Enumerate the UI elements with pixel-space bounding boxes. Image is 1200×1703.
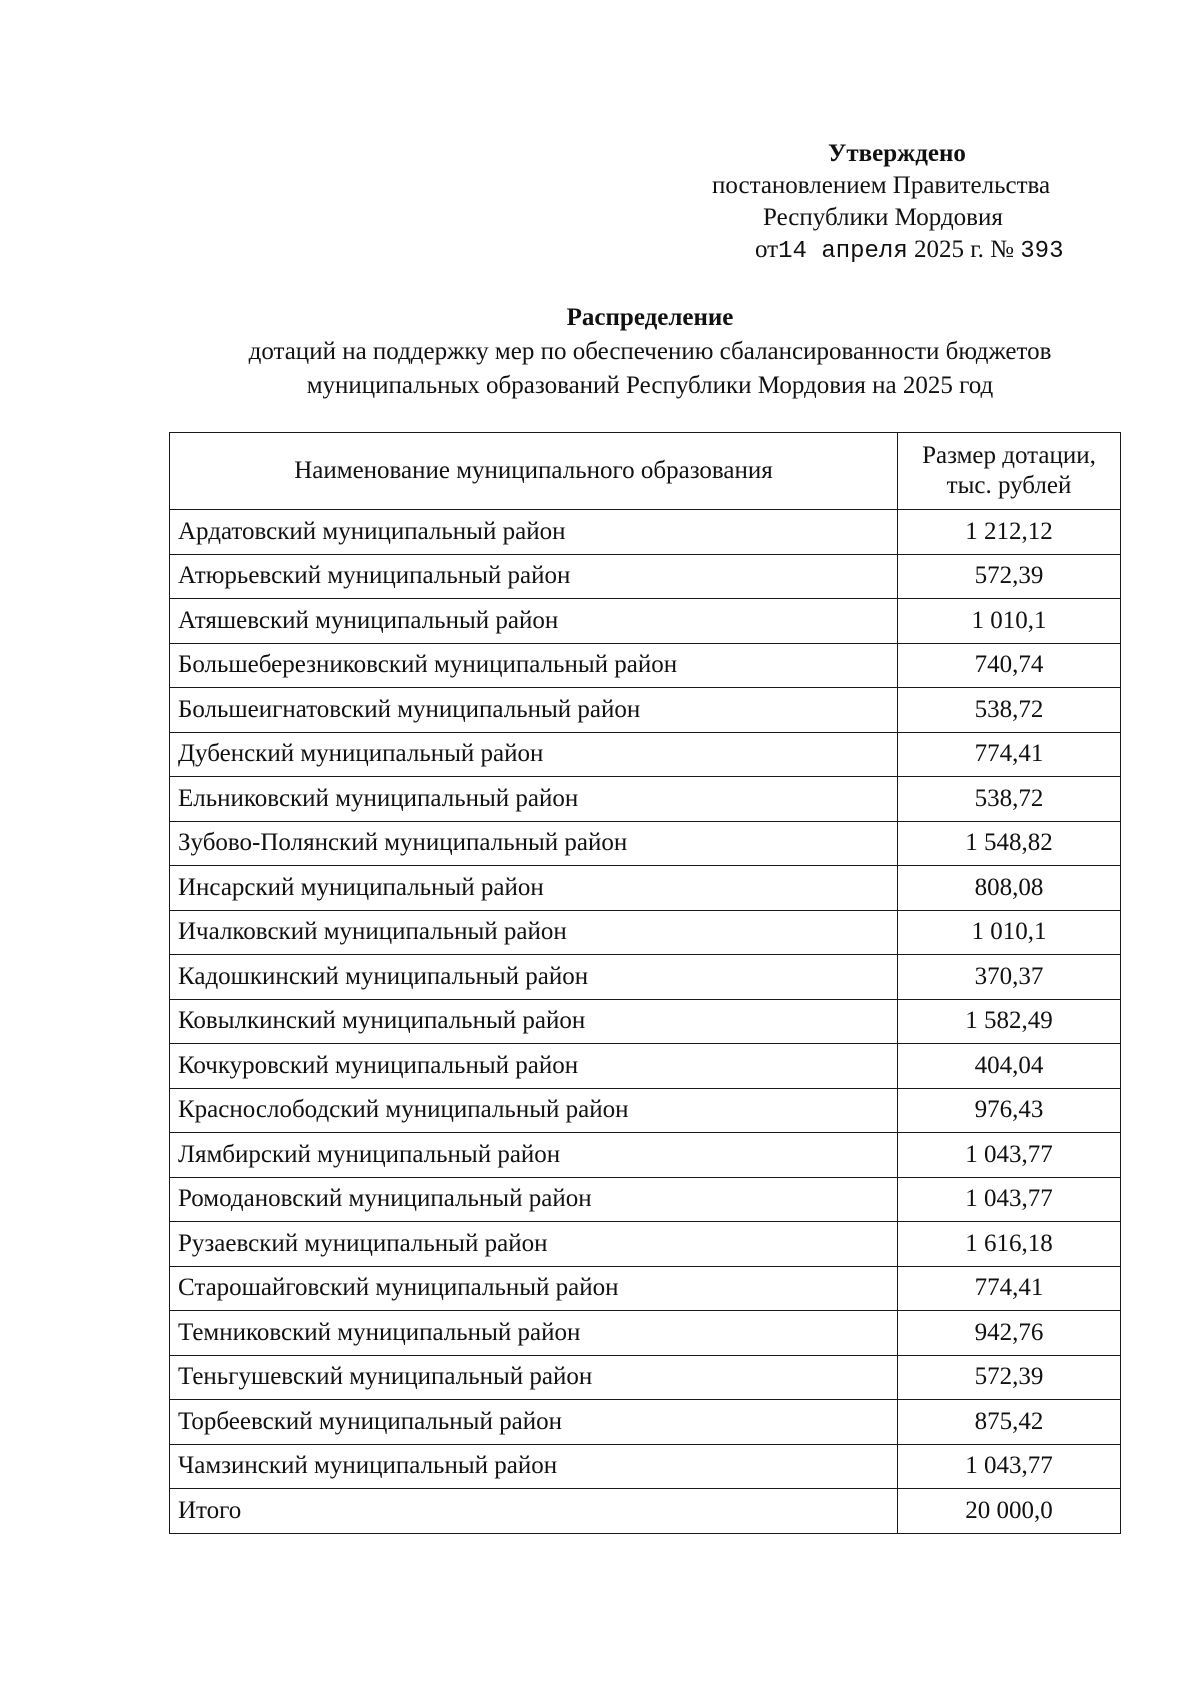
table-row	[170, 554, 1121, 599]
subsidy-amount: 1 616,18	[898, 1222, 1121, 1267]
table-row	[170, 1222, 1121, 1267]
table-row	[170, 643, 1121, 688]
subsidy-amount: 404,04	[898, 1044, 1121, 1089]
municipality-name: Кочкуровский муниципальный район	[170, 1044, 898, 1089]
header-name: Наименование муниципального образования	[170, 433, 898, 510]
subsidy-amount: 1 582,49	[898, 999, 1121, 1044]
approval-date	[755, 234, 1064, 268]
municipality-name: Ковылкинский муниципальный район	[170, 999, 898, 1044]
subsidy-amount: 1 043,77	[898, 1177, 1121, 1222]
approval-line-1: постановлением Правительства	[712, 172, 1051, 199]
subsidy-amount: 875,42	[898, 1400, 1121, 1445]
table-header-row	[170, 433, 1121, 510]
municipality-name: Атяшевский муниципальный район	[170, 599, 898, 644]
distribution-table	[169, 432, 1121, 1534]
subsidy-amount: 808,08	[898, 866, 1121, 911]
total-row	[170, 1489, 1121, 1534]
title-line-1: дотаций на поддержку мер по обеспечению сбалансированности бюджетов	[248, 338, 1052, 365]
table-row	[170, 821, 1121, 866]
subsidy-amount: 370,37	[898, 955, 1121, 1000]
header-value-line-2: тыс. рублей	[946, 472, 1072, 499]
table-row	[170, 510, 1121, 555]
table-row	[170, 1133, 1121, 1178]
subsidy-amount: 1 212,12	[898, 510, 1121, 555]
municipality-name: Атюрьевский муниципальный район	[170, 554, 898, 599]
table-row	[170, 1400, 1121, 1445]
subsidy-amount: 1 010,1	[898, 910, 1121, 955]
municipality-name: Теньгушевский муниципальный район	[170, 1355, 898, 1400]
document-title	[170, 301, 1130, 403]
header-value	[898, 433, 1121, 510]
table-row	[170, 1266, 1121, 1311]
municipality-name: Лямбирский муниципальный район	[170, 1133, 898, 1178]
date-handwritten: 14 апреля	[778, 238, 908, 265]
municipality-name: Ичалковский муниципальный район	[170, 910, 898, 955]
municipality-name: Ельниковский муниципальный район	[170, 777, 898, 822]
subsidy-amount: 572,39	[898, 1355, 1121, 1400]
table-row	[170, 910, 1121, 955]
subsidy-amount: 20 000,0	[898, 1489, 1121, 1534]
subsidy-amount: 942,76	[898, 1311, 1121, 1356]
subsidy-amount: 976,43	[898, 1088, 1121, 1133]
municipality-name: Торбеевский муниципальный район	[170, 1400, 898, 1445]
subsidy-amount: 1 043,77	[898, 1133, 1121, 1178]
table-row	[170, 955, 1121, 1000]
municipality-name: Инсарский муниципальный район	[170, 866, 898, 911]
doc-number: 393	[1020, 238, 1064, 265]
subsidy-amount: 774,41	[898, 1266, 1121, 1311]
approval-heading: Утверждено	[828, 140, 966, 167]
table-row	[170, 866, 1121, 911]
date-prefix: от	[755, 236, 779, 263]
table-row	[170, 777, 1121, 822]
header-value-line-1: Размер дотации,	[922, 442, 1096, 469]
subsidy-amount: 572,39	[898, 554, 1121, 599]
municipality-name: Большеигнатовский муниципальный район	[170, 688, 898, 733]
municipality-name: Рузаевский муниципальный район	[170, 1222, 898, 1267]
title-line-2: муниципальных образований Республики Мордовия на 2025 год	[306, 372, 994, 399]
subsidy-amount: 1 548,82	[898, 821, 1121, 866]
subsidy-amount: 1 043,77	[898, 1444, 1121, 1489]
municipality-name: Зубово-Полянский муниципальный район	[170, 821, 898, 866]
table-row	[170, 1311, 1121, 1356]
table-row	[170, 1177, 1121, 1222]
subsidy-amount: 774,41	[898, 732, 1121, 777]
municipality-name: Итого	[170, 1489, 898, 1534]
municipality-name: Старошайговский муниципальный район	[170, 1266, 898, 1311]
municipality-name: Большеберезниковский муниципальный район	[170, 643, 898, 688]
subsidy-amount: 740,74	[898, 643, 1121, 688]
municipality-name: Ромодановский муниципальный район	[170, 1177, 898, 1222]
table-row	[170, 688, 1121, 733]
date-year: 2025 г. №	[913, 236, 1015, 263]
municipality-name: Кадошкинский муниципальный район	[170, 955, 898, 1000]
table-row	[170, 1088, 1121, 1133]
table-row	[170, 1355, 1121, 1400]
municipality-name: Чамзинский муниципальный район	[170, 1444, 898, 1489]
subsidy-amount: 538,72	[898, 688, 1121, 733]
table-row	[170, 999, 1121, 1044]
subsidy-amount: 538,72	[898, 777, 1121, 822]
table-row	[170, 1444, 1121, 1489]
table-row	[170, 1044, 1121, 1089]
municipality-name: Краснослободский муниципальный район	[170, 1088, 898, 1133]
table-row	[170, 732, 1121, 777]
approval-line-2: Республики Мордовия	[763, 204, 1003, 231]
subsidy-amount: 1 010,1	[898, 599, 1121, 644]
municipality-name: Темниковский муниципальный район	[170, 1311, 898, 1356]
table-row	[170, 599, 1121, 644]
municipality-name: Ардатовский муниципальный район	[170, 510, 898, 555]
municipality-name: Дубенский муниципальный район	[170, 732, 898, 777]
title-main: Распределение	[566, 304, 734, 331]
